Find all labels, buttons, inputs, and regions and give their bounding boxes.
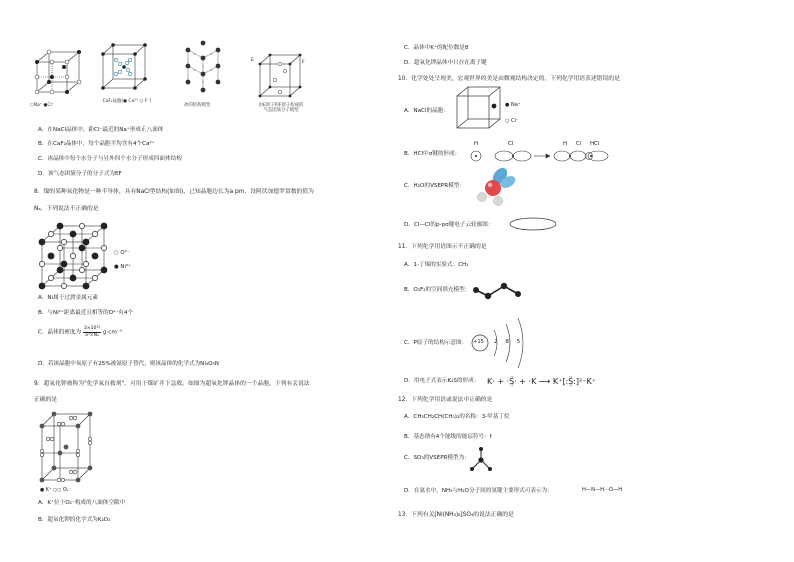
nio-cell-diagram — [38, 222, 110, 290]
q9-option-b: B．超氧化钾的化学式为K₂O₂ — [38, 517, 111, 523]
q10-option-c-label: C．H₂O的VSEPR模型： — [404, 183, 465, 189]
q8-legend-ni: ● Ni²⁺ — [114, 264, 131, 270]
clcl-pp-sigma-diagram — [508, 216, 558, 232]
so3-vsepr-model — [468, 446, 494, 474]
q8-option-a: A．Ni属于过渡金属元素 — [38, 295, 98, 301]
q11-stem: 11．下列化学用语图示不正确的是 — [398, 244, 487, 250]
q12-option-d-label: D．在氨水中，NH₃与H₂O分子间的氢键主要形式可表示为： — [404, 488, 553, 494]
q12-stem: 12．下列化学用语或说法中正确的是 — [398, 397, 493, 403]
q10-stem: 10．化学处处呈现美，宏观世界的美是由微观结构决定的，下列化学用语表述错误的是 — [398, 76, 620, 82]
q11-option-d-label: D．用电子式表示K₂S的形成： — [404, 378, 480, 384]
o2f2-space-filling-model — [470, 280, 526, 302]
q10-option-b-label: B．HCl中σ键的形成： — [404, 151, 461, 157]
q12-option-a: A．CH₃CH₂CH(CH₃)₂的名称：3-甲基丁烷 — [404, 414, 510, 420]
q11-option-b-label: B．O₂F₂的空间填充模型： — [404, 287, 471, 293]
q10-b-h: H — [474, 141, 479, 147]
q9-stem-line2: 正确的是 — [34, 397, 58, 403]
h2o-vsepr-model — [474, 166, 520, 210]
nacl-cell-diagram — [34, 48, 84, 102]
cluster-caption: 由E原子和F原子构成的气态团簇分子模型 — [258, 103, 304, 114]
q10-b-hcl: HCl — [590, 141, 600, 147]
q7-option-c: C．冰晶体中每个水分子与另外四个水分子形成四面体结构 — [38, 156, 182, 162]
q10-b-cl: Cl — [508, 141, 514, 147]
q12-option-c-label: C．SO₃的VSEPR模型为： — [404, 455, 470, 461]
ko2-cell-diagram — [38, 410, 94, 484]
q12-option-b: B．基态钠有4个能级的能层符号：f — [404, 434, 492, 440]
q9-legend: ● K⁺ ○○ O₂⁻ — [40, 488, 72, 493]
cluster-molecule-diagram — [256, 52, 306, 100]
cluster-label-e: E — [251, 58, 254, 63]
q10-option-a-label: A．NaCl的晶胞： — [404, 108, 449, 114]
q9-option-c: C．晶体中K⁺的配位数是8 — [404, 45, 469, 51]
ice-model-diagram — [178, 40, 228, 98]
caf2-caption: CaF₂晶胞(● Ca²⁺ ○ F⁻) — [102, 99, 152, 104]
q8-option-b: B．与Ni²⁺距离最近且相等的O²⁻有4个 — [38, 310, 134, 316]
q8-stem-line1: 8．镍的某种氧化物是一种半导体，具有NaCl型结构(如图)，已知晶胞边长为a pm，设阿伏加德罗常数的值为 — [34, 189, 314, 195]
q13-stem: 13．下列有关[Ni(NH₃)₆]SO₄的说法正确的是 — [398, 512, 514, 518]
q7-option-d: D．该气态团簇分子的分子式为EF — [38, 171, 122, 177]
q10-legend-cl: ○ Cl⁻ — [505, 118, 519, 124]
nacl-legend: ○Na⁺ ●Cl⁻ — [30, 103, 54, 108]
q8-stem-line2: Nₐ，下列说法不正确的是 — [34, 206, 99, 212]
q10-b-cl2: Cl — [576, 141, 582, 147]
q10-option-d-label: D．Cl—Cl的p-pσ键电子云轮廓图： — [404, 222, 494, 228]
q9-stem-line1: 9．超氧化钾被称为"化学氧自救剂"，可用于煤矿井下急救。如图为超氧化钾晶体的一个晶胞。下列有关说法 — [34, 381, 310, 387]
caf2-cell-diagram — [100, 42, 148, 94]
q9-option-d: D．超氧化钾晶体中只存在离子键 — [404, 60, 487, 66]
q11-option-a: A．1-丁烯的实验式：CH₂ — [404, 262, 469, 268]
ice-caption: 冰的结构模型 — [184, 103, 211, 108]
q10-b-h2: H — [563, 141, 568, 147]
q8-option-d: D．若该晶胞中氧原子有25%被氮原子替代，则该晶体的化学式为Ni₄O₃N — [38, 361, 219, 367]
p-nucleus-charge: +15 — [473, 339, 484, 345]
p-electron-shells: 2 8 5 — [494, 339, 521, 345]
q10-legend-na: ● Na⁺ — [505, 102, 521, 108]
q7-option-a: A．在NaCl晶体中，距Cl⁻最近的Na⁺形成正八面体 — [38, 127, 164, 133]
q9-option-a: A．K⁺位于O₂⁻构成的八面体空隙中 — [38, 500, 126, 506]
q11-option-c-label: C．P原子的结构示意图： — [404, 340, 468, 346]
cluster-label-f: F — [302, 60, 305, 65]
k2s-electron-formula: K· + ·S̤̈· + ·K ⟶ K⁺[:S̤̈:]²⁻K⁺ — [487, 377, 596, 386]
q8-density-fraction: $\frac{\text{3×10³²}}{\text{a³×Nₐ}}$ — [83, 326, 101, 338]
q8-option-c: C．晶体的密度为 $\frac{\text{3×10³²}}{\text{a³×Nₐ}}$ g·cm⁻³ — [38, 326, 122, 338]
q10-nacl-cell-diagram — [454, 84, 504, 132]
nh3-h2o-hbond-formula: H—N—H···O—H — [582, 487, 623, 493]
q8-legend-o: ○ O²⁻ — [114, 250, 130, 256]
q7-option-b: B．在CaF₂晶体中，每个晶胞平均含有4个Ca²⁺ — [38, 141, 155, 147]
